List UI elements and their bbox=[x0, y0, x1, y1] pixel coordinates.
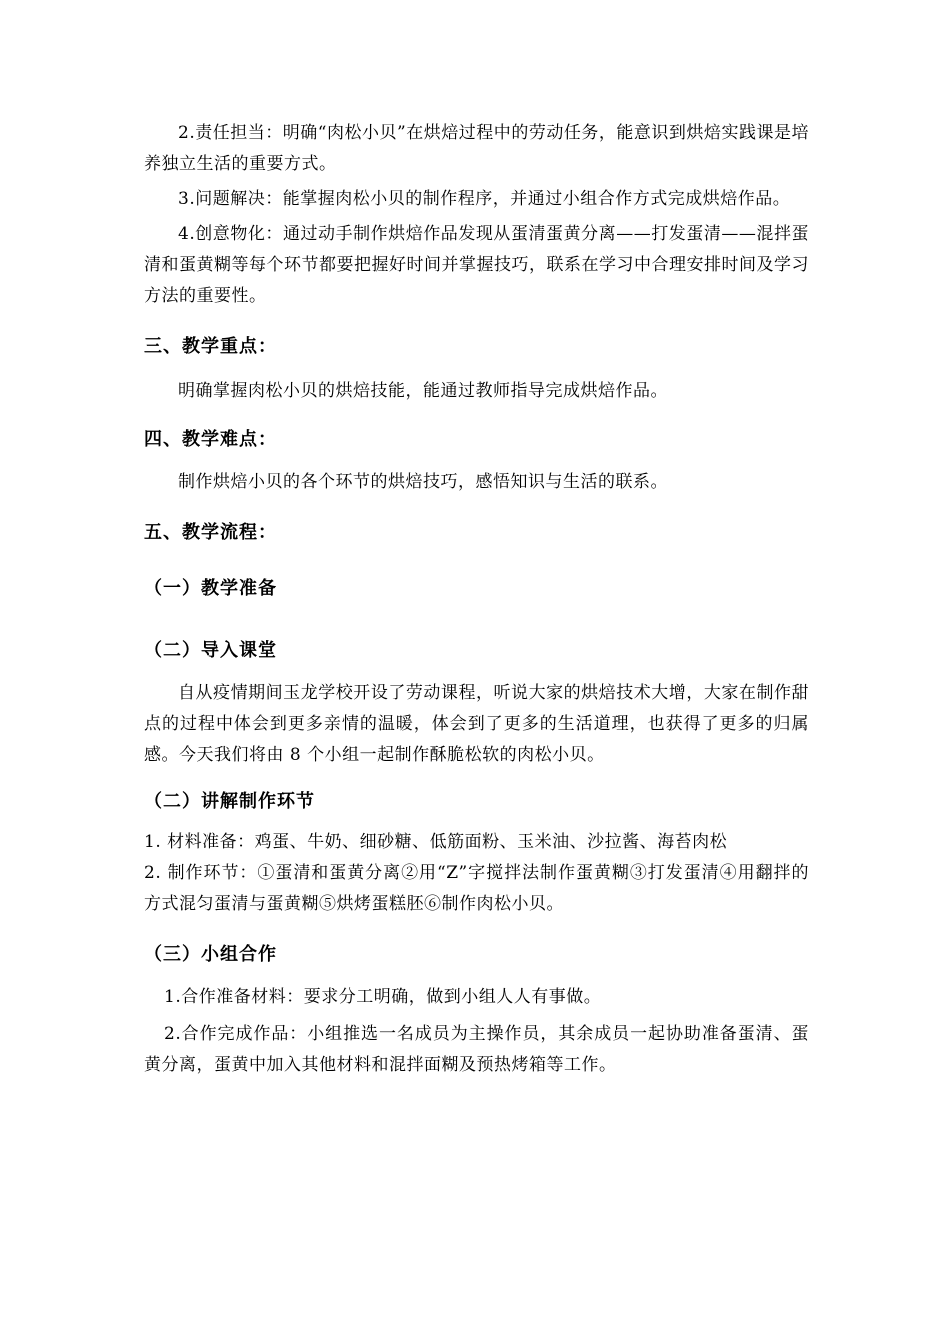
section-heading-difficulties: 四、教学难点： bbox=[144, 429, 277, 450]
materials-text: 1. 材料准备：鸡蛋、牛奶、细砂糖、低筋面粉、玉米油、沙拉酱、海苔肉松 bbox=[144, 832, 728, 852]
document-page bbox=[144, 118, 809, 1081]
section-heading-process: 五、教学流程： bbox=[144, 522, 277, 543]
goal-item-2: 2.责任担当：明确“肉松小贝”在烘焙过程中的劳动任务，能意识到烘焙实践课是培养独立生活的重要方式。 bbox=[144, 123, 809, 174]
cooperation-item-1: 1.合作准备材料：要求分工明确，做到小组人人有事做。 bbox=[164, 987, 602, 1007]
subheading-group-cooperation: （三）小组合作 bbox=[144, 944, 277, 965]
difficulties-text: 制作烘焙小贝的各个环节的烘焙技巧，感悟知识与生活的联系。 bbox=[178, 472, 668, 492]
steps-text: 2. 制作环节：①蛋清和蛋黄分离②用“Z”字搅拌法制作蛋黄糊③打发蛋清④用翻拌的方式混匀蛋清与蛋黄糊⑤烘烤蛋糕胚⑥制作肉松小贝。 bbox=[144, 863, 809, 914]
subheading-production-steps: （二）讲解制作环节 bbox=[144, 791, 315, 812]
introduction-text: 自从疫情期间玉龙学校开设了劳动课程，听说大家的烘焙技术大增，大家在制作甜点的过程中体会到更多亲情的温暖，体会到了更多的生活道理，也获得了更多的归属感。今天我们将由 8 个小组一起制作酥脆松软的肉松小贝。 bbox=[144, 683, 809, 765]
subheading-preparation: （一）教学准备 bbox=[144, 578, 277, 599]
key-points-text: 明确掌握肉松小贝的烘焙技能，能通过教师指导完成烘焙作品。 bbox=[178, 381, 668, 401]
subheading-introduction: （二）导入课堂 bbox=[144, 640, 277, 661]
cooperation-item-2: 2.合作完成作品：小组推选一名成员为主操作员，其余成员一起协助准备蛋清、蛋黄分离，蛋黄中加入其他材料和混拌面糊及预热烤箱等工作。 bbox=[144, 1024, 809, 1075]
goal-item-4: 4.创意物化：通过动手制作烘焙作品发现从蛋清蛋黄分离——打发蛋清——混拌蛋清和蛋黄糊等每个环节都要把握好时间并掌握技巧，联系在学习中合理安排时间及学习方法的重要性。 bbox=[144, 224, 809, 306]
goal-item-3: 3.问题解决：能掌握肉松小贝的制作程序，并通过小组合作方式完成烘焙作品。 bbox=[178, 189, 791, 209]
section-heading-key-points: 三、教学重点： bbox=[144, 336, 277, 357]
